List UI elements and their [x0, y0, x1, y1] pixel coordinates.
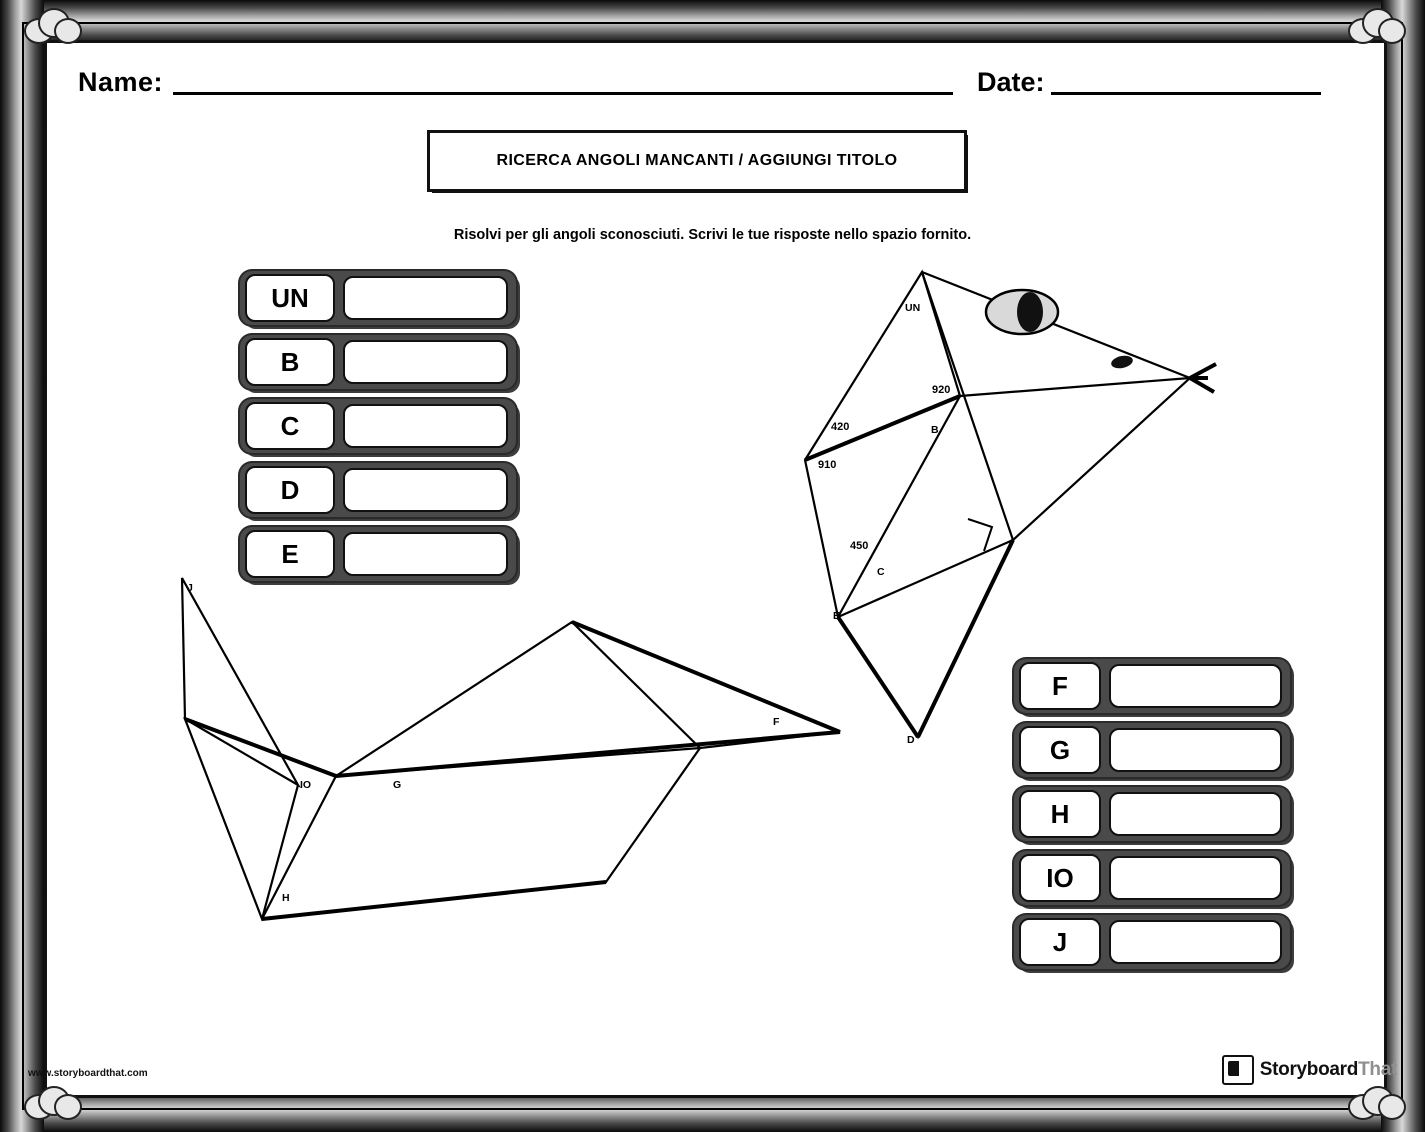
answer-row[interactable]: [1014, 851, 1290, 905]
student-info-row: [78, 52, 1348, 98]
answer-group-left: [240, 271, 516, 591]
corner-cloud-top-right: [1348, 8, 1404, 48]
figure-label-h: H: [282, 892, 290, 904]
answer-letter: C: [245, 402, 335, 450]
figure-label-g: G: [393, 779, 402, 791]
answer-input[interactable]: [343, 532, 508, 576]
figure-label-c: C: [877, 566, 885, 578]
answer-row[interactable]: [240, 271, 516, 325]
answer-letter: J: [1019, 918, 1101, 966]
answer-row-body: [1014, 723, 1290, 777]
name-input-line[interactable]: [173, 66, 953, 95]
corner-cloud-top-left: [24, 8, 80, 48]
answer-row-body: [240, 463, 516, 517]
date-input-line[interactable]: [1051, 66, 1321, 95]
answer-letter: H: [1019, 790, 1101, 838]
answer-input[interactable]: [1109, 856, 1282, 900]
figure-label-un: UN: [905, 302, 921, 314]
answer-letter: UN: [245, 274, 335, 322]
answer-input[interactable]: [1109, 664, 1282, 708]
storyboardthat-logo[interactable]: [1222, 1055, 1397, 1085]
instructions-text: Risolvi per gli angoli sconosciuti. Scrivi le tue risposte nello spazio fornito.: [453, 227, 972, 243]
answer-row[interactable]: [240, 399, 516, 453]
answer-input[interactable]: [1109, 920, 1282, 964]
answer-row-body: [240, 399, 516, 453]
answer-letter: B: [245, 338, 335, 386]
figure-label-io: IO: [300, 779, 312, 791]
answer-letter: E: [245, 530, 335, 578]
answer-row-body: [240, 527, 516, 581]
figure-angle-910: 910: [818, 459, 837, 471]
corner-cloud-bottom-right: [1348, 1084, 1404, 1124]
page-title: RICERCA ANGOLI MANCANTI / AGGIUNGI TITOLO: [496, 152, 898, 169]
figure-label-b: B: [931, 424, 939, 436]
answer-row-body: [1014, 851, 1290, 905]
answer-letter: F: [1019, 662, 1101, 710]
answer-input[interactable]: [343, 340, 508, 384]
answer-row-body: [240, 335, 516, 389]
footer-url[interactable]: www.storyboardthat.com: [28, 1068, 148, 1079]
figure-label-f: F: [773, 716, 780, 728]
answer-input[interactable]: [343, 468, 508, 512]
answer-row-body: [1014, 787, 1290, 841]
answer-row[interactable]: [1014, 915, 1290, 969]
answer-input[interactable]: [343, 404, 508, 448]
logo-text-secondary: That: [1358, 1059, 1397, 1080]
answer-letter: IO: [1019, 854, 1101, 902]
figure-label-j: J: [187, 582, 193, 594]
date-label: Date:: [977, 67, 1045, 97]
logo-mark-icon: [1222, 1055, 1254, 1085]
answer-row[interactable]: [240, 527, 516, 581]
answer-letter: G: [1019, 726, 1101, 774]
answer-row[interactable]: [240, 335, 516, 389]
answer-row-body: [240, 271, 516, 325]
answer-row[interactable]: [1014, 723, 1290, 777]
answer-letter: D: [245, 466, 335, 514]
answer-row[interactable]: [1014, 659, 1290, 713]
answer-row-body: [1014, 915, 1290, 969]
corner-cloud-bottom-left: [24, 1084, 80, 1124]
answer-row[interactable]: [240, 463, 516, 517]
answer-row[interactable]: [1014, 787, 1290, 841]
answer-input[interactable]: [343, 276, 508, 320]
title-box[interactable]: [427, 130, 967, 192]
logo-text-main: Storyboard: [1259, 1059, 1359, 1080]
name-label: Name:: [78, 67, 164, 97]
answer-row-body: [1014, 659, 1290, 713]
figure-angle-420: 420: [831, 421, 850, 433]
figure-angle-450: 450: [850, 540, 869, 552]
answer-group-right: [1014, 659, 1290, 979]
figure-angle-920: 920: [932, 384, 951, 396]
figure-label-e: E: [833, 610, 841, 622]
answer-input[interactable]: [1109, 728, 1282, 772]
figure-label-d: D: [907, 734, 915, 746]
answer-input[interactable]: [1109, 792, 1282, 836]
